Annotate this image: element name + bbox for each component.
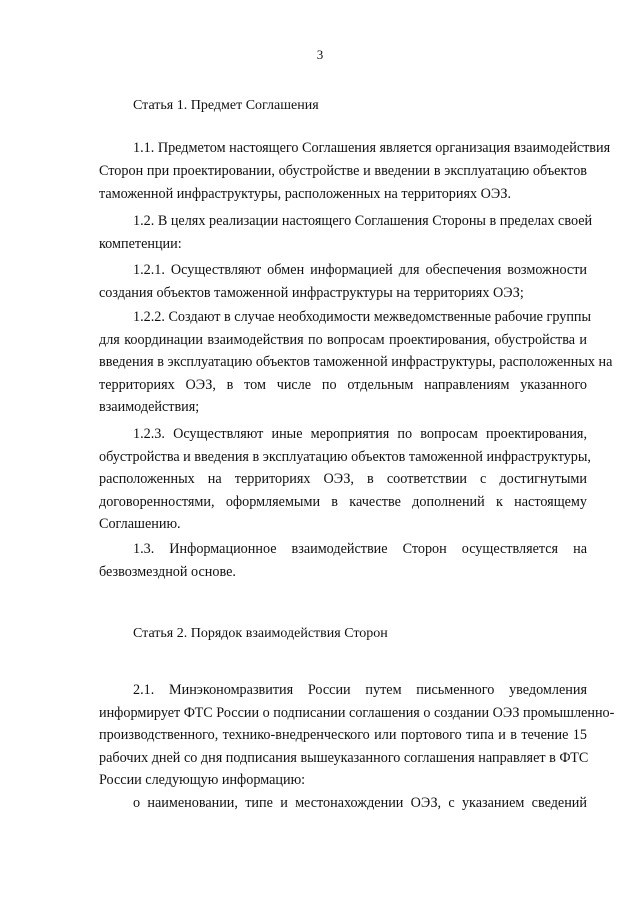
paragraph-line: таможенной инфраструктуры, расположенных на территориях ОЭЗ. (99, 185, 512, 202)
paragraph-1-2-2 (99, 306, 613, 419)
paragraph-line: 1.2.1. Осуществляют обмен информацией для обеспечения возможности (133, 262, 587, 278)
page-number: 3 (316, 47, 324, 62)
paragraph-1-2-3 (99, 423, 591, 536)
paragraph-line: взаимодействия; (99, 399, 200, 416)
paragraph-line: производственного, технико-внедренческого или портового типа и в течение 15 (99, 727, 587, 744)
paragraph-1-1 (99, 137, 611, 205)
paragraph-line: расположенных на территориях ОЭЗ, в соответствии с достигнутыми (99, 471, 587, 488)
paragraph-line: введения в эксплуатацию объектов таможенной инфраструктуры, расположенных на (99, 354, 613, 371)
paragraph-line: территориях ОЭЗ, в том числе по отдельным направлениям указанного (99, 376, 587, 393)
paragraph-line: 1.2. В целях реализации настоящего Соглашения Стороны в пределах своей (133, 213, 593, 229)
paragraph-line: 1.3. Информационное взаимодействие Сторон осуществляется на (133, 541, 587, 557)
paragraph-1-2 (99, 210, 593, 256)
paragraph-line: о наименовании, типе и местонахождении ОЭЗ, с указанием сведений (133, 794, 587, 811)
paragraph-2-1 (99, 679, 615, 815)
paragraph-line: создания объектов таможенной инфраструктуры на территориях ОЭЗ; (99, 284, 524, 301)
paragraph-line: информирует ФТС России о подписании соглашения о создании ОЭЗ промышленно- (99, 704, 615, 721)
paragraph-line: компетенции: (99, 235, 182, 252)
paragraph-1-2-1 (99, 259, 587, 305)
article-1-heading: Статья 1. Предмет Соглашения (133, 98, 319, 113)
paragraph-line: Соглашению. (99, 516, 181, 533)
paragraph-line: 1.2.2. Создают в случае необходимости межведомственные рабочие группы (133, 309, 592, 325)
paragraph-1-3 (99, 538, 587, 584)
paragraph-line: 2.1. Минэкономразвития России путем письменного уведомления (133, 682, 587, 698)
paragraph-line: 1.2.3. Осуществляют иные мероприятия по вопросам проектирования, (133, 426, 587, 442)
paragraph-line: России следующую информацию: (99, 772, 306, 789)
paragraph-line: договоренностями, оформляемыми в качестве дополнений к настоящему (99, 493, 587, 510)
paragraph-line: для координации взаимодействия по вопросам проектирования, обустройства и (99, 331, 587, 348)
paragraph-line: 1.1. Предметом настоящего Соглашения является организация взаимодействия (133, 140, 611, 156)
paragraph-line: безвозмездной основе. (99, 563, 236, 580)
paragraph-line: обустройства и введения в эксплуатацию объектов таможенной инфраструктуры, (99, 448, 591, 465)
paragraph-line: рабочих дней со дня подписания вышеуказанного соглашения направляет в ФТС (99, 749, 589, 766)
paragraph-line: Сторон при проектировании, обустройстве и введении в эксплуатацию объектов (99, 162, 587, 179)
article-2-heading: Статья 2. Порядок взаимодействия Сторон (133, 626, 388, 641)
